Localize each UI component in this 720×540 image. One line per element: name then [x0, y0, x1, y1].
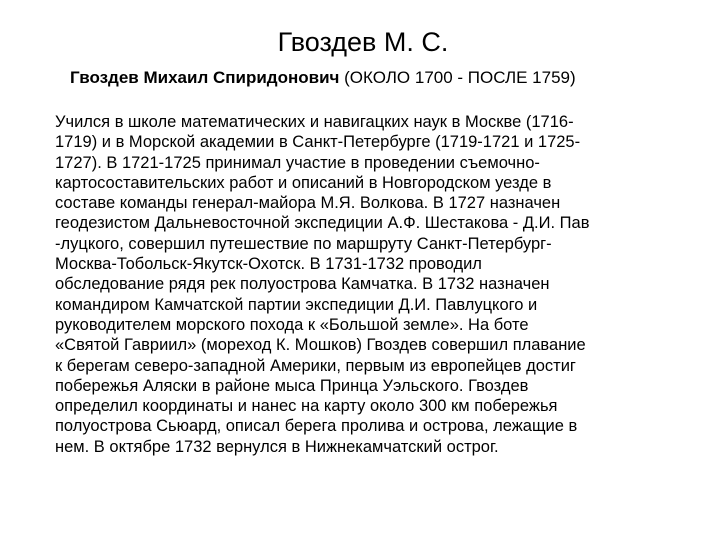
- text-line: полуострова Сьюард, описал берега пролива и острова, лежащие в: [55, 417, 578, 436]
- biography-text: [55, 112, 673, 457]
- text-line: картосоставительских работ и описаний в Новгородском уезде в: [55, 173, 552, 192]
- text-line: руководителем морского похода к «Большой земле». На боте: [55, 315, 529, 334]
- text-line: Москва-Тобольск-Якутск-Охотск. В 1731-1732 проводил: [55, 255, 482, 274]
- text-line: обследование рядя рек полуострова Камчатка. В 1732 назначен: [55, 275, 550, 294]
- text-line: Учился в школе математических и навигацких наук в Москве (1716-: [55, 113, 574, 131]
- text-line: побережья Аляски в районе мыса Принца Уэльского. Гвоздев: [55, 376, 529, 395]
- text-line: командиром Камчатской партии экспедиции Д.И. Павлуцкого и: [55, 295, 538, 314]
- text-line: определил координаты и нанес на карту около 300 км побережья: [55, 397, 558, 416]
- text-line: составе команды генерал-майора М.Я. Волкова. В 1727 назначен: [55, 194, 561, 213]
- person-name: Гвоздев Михаил Спиридонович: [70, 68, 340, 87]
- text-line: нем. В октябре 1732 вернулся в Нижнекамчатский острог.: [55, 437, 499, 456]
- subtitle: [70, 67, 576, 89]
- person-dates: (ОКОЛО 1700 - ПОСЛЕ 1759): [344, 68, 576, 87]
- slide-title: Гвоздев М. С.: [277, 27, 449, 57]
- text-line: к берегам северо-западной Америки, первым из европейцев достиг: [55, 356, 576, 375]
- text-line: -луцкого, совершил путешествие по маршруту Санкт-Петербург-: [55, 234, 552, 253]
- text-line: 1727). В 1721-1725 принимал участие в проведении съемочно-: [55, 153, 540, 172]
- text-line: геодезистом Дальневосточной экспедиции А.Ф. Шестакова - Д.И. Пав: [55, 214, 590, 233]
- text-line: «Святой Гавриил» (мореход К. Мошков) Гвоздев совершил плавание: [55, 336, 586, 355]
- text-line: 1719) и в Морской академии в Санкт-Петербурге (1719-1721 и 1725-: [55, 133, 581, 152]
